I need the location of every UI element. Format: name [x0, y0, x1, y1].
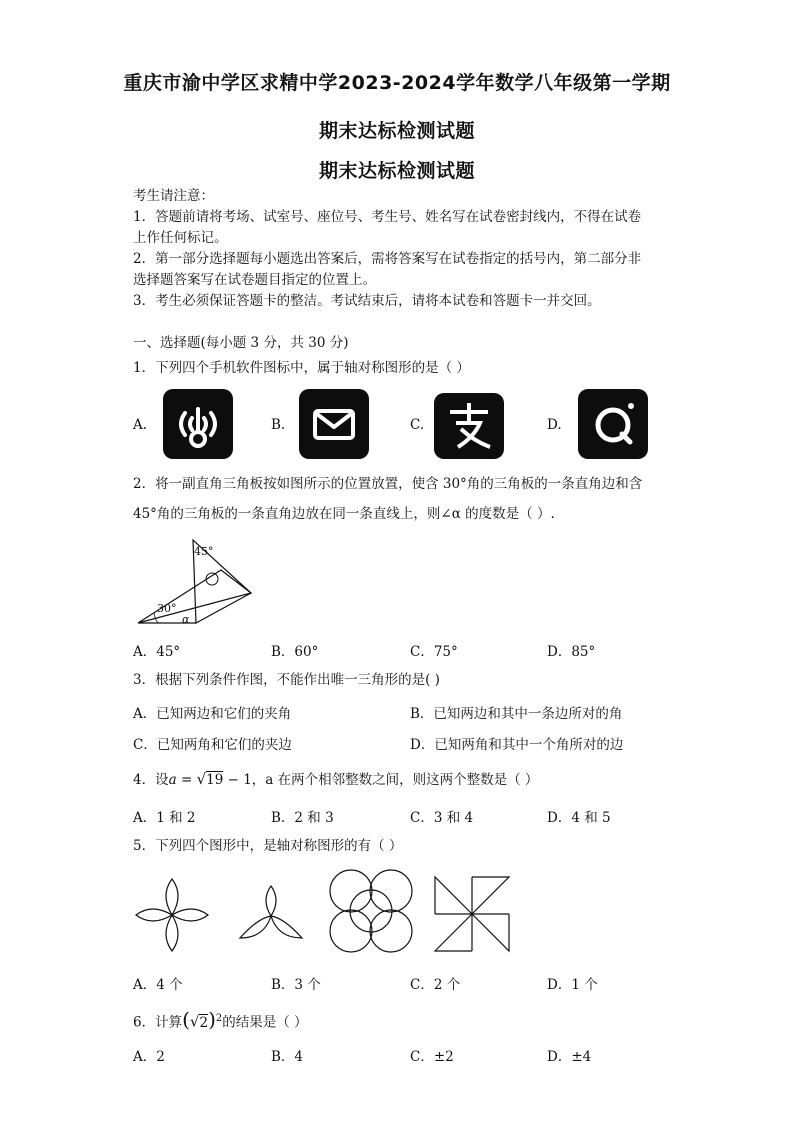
question-6-stem: [133, 1007, 308, 1032]
search-q-icon: [578, 389, 648, 459]
page-title: 重庆市渝中学区求精中学2023-2024学年数学八年级第一学期: [123, 72, 671, 94]
question-1-stem: 1．下列四个手机软件图标中，属于轴对称图形的是（ ）: [133, 360, 470, 376]
page-subtitle: 期末达标检测试题: [318, 120, 475, 142]
q6-prefix: 6．计算: [133, 1014, 183, 1031]
pinwheel-figure: [433, 875, 511, 953]
q4-option-b: B．2 和 3: [271, 810, 334, 826]
question-4-stem: [133, 770, 538, 789]
q4-prefix: 4．设: [133, 772, 169, 788]
q6-exponent: 2: [215, 1013, 223, 1024]
q1-option-d: D.: [547, 417, 562, 433]
q2-option-c: C．75°: [410, 644, 458, 660]
q3-option-d: D．已知两角和其中一个角所对的边: [410, 737, 624, 753]
alipay-icon: [434, 393, 504, 459]
q4-var-a: a: [168, 772, 177, 788]
q4-option-d: D．4 和 5: [547, 810, 611, 826]
angle-alpha-label: α: [182, 613, 190, 626]
q3-option-c: C．已知两角和它们的夹边: [133, 737, 292, 753]
q4-radicand: 19: [206, 772, 224, 788]
q2-option-b: B．60°: [271, 644, 319, 660]
three-petal-figure: [238, 884, 304, 944]
q6-option-b: B．4: [271, 1049, 304, 1065]
q5-option-c: C．2 个: [410, 977, 461, 993]
q6-option-c: C．±2: [410, 1049, 454, 1065]
q3-option-b: B．已知两边和其中一条边所对的角: [410, 706, 623, 722]
notice-item: 3．考生必须保证答题卡的整洁。考试结束后，请将本试卷和答题卡一并交回。: [133, 293, 601, 309]
q1-option-a: A.: [133, 417, 148, 433]
q4-suffix: ，a 在两个相邻整数之间，则这两个整数是（ ）: [251, 772, 539, 788]
notice-item: 上作任何标记。: [133, 230, 228, 246]
q4-eq: =: [176, 772, 197, 788]
q4-tail: − 1: [223, 772, 252, 788]
q4-option-c: C．3 和 4: [410, 810, 474, 826]
left-paren-icon: (: [182, 1007, 190, 1032]
q6-suffix: 的结果是（ ）: [222, 1014, 308, 1031]
q4-option-a: A．1 和 2: [133, 810, 196, 826]
q5-option-d: D．1 个: [547, 977, 598, 993]
section-heading: 一、选择题(每小题 3 分，共 30 分): [133, 335, 349, 351]
notice-item: 1．答题前请将考场、试室号、座位号、考生号、姓名写在试卷密封线内，不得在试卷: [133, 209, 642, 225]
wifi-key-icon: [163, 389, 233, 459]
q2-option-d: D．85°: [547, 644, 596, 660]
sqrt-icon: √: [189, 1012, 200, 1031]
notice-heading: 考生请注意：: [133, 188, 214, 204]
mail-icon: [299, 389, 369, 459]
q5-option-b: B．3 个: [271, 977, 321, 993]
q2-option-a: A．45°: [133, 644, 181, 660]
four-petal-figure: [134, 877, 210, 953]
question-2-stem-line1: 2．将一副直角三角板按如图所示的位置放置，使含 30°角的三角板的一条直角边和含: [133, 476, 643, 492]
notice-item: 选择题答案写在试卷题目指定的位置上。: [133, 272, 376, 288]
circles-figure: [327, 867, 415, 955]
q6-radicand: 2: [199, 1014, 209, 1031]
sqrt-icon: √: [196, 770, 207, 788]
q6-option-a: A．2: [133, 1049, 165, 1065]
question-3-stem: 3．根据下列条件作图，不能作出唯一三角形的是( ): [133, 672, 440, 688]
notice-item: 2．第一部分选择题每小题选出答案后，需将答案写在试卷指定的括号内，第二部分非: [133, 251, 642, 267]
right-paren-icon: ): [208, 1007, 216, 1032]
q3-option-a: A．已知两边和它们的夹角: [133, 706, 292, 722]
q1-option-b: B.: [271, 417, 286, 433]
q1-option-c: C.: [410, 417, 425, 433]
angle-45-label: 45°: [194, 545, 214, 558]
q5-option-a: A．4 个: [133, 977, 183, 993]
question-5-stem: 5．下列四个图形中，是轴对称图形的有（ ）: [133, 838, 403, 854]
q6-option-d: D．±4: [547, 1049, 592, 1065]
angle-30-label: 30°: [157, 602, 177, 615]
page-subtitle-repeat: 期末达标检测试题: [318, 160, 475, 182]
question-2-stem-line2: 45°角的三角板的一条直角边放在同一条直线上，则∠α 的度数是（ ）.: [133, 506, 555, 522]
